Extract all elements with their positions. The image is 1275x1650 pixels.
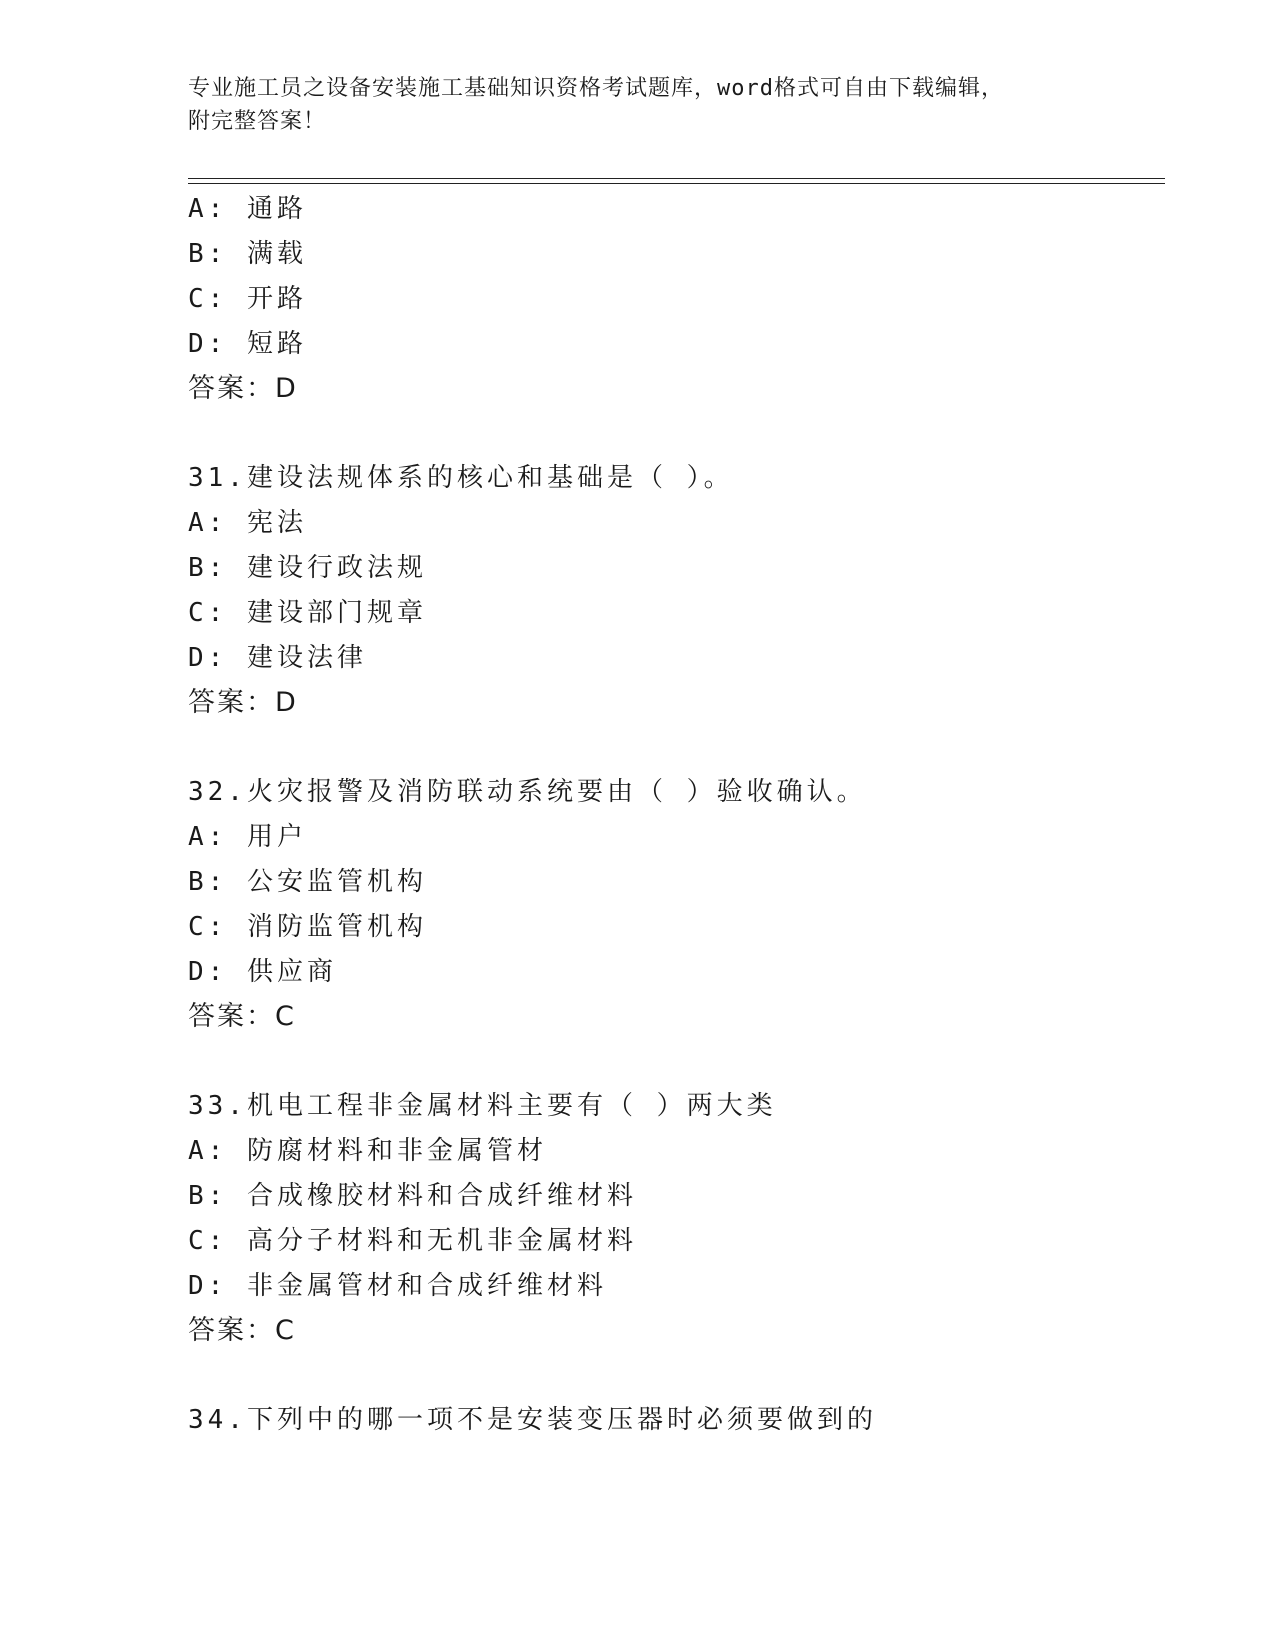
header-line-2: 附完整答案！	[188, 109, 327, 134]
option-c: C: 高分子材料和无机非金属材料	[188, 1226, 637, 1256]
header-divider-top	[188, 178, 1165, 179]
question-33: 33.机电工程非金属材料主要有（ ）两大类	[188, 1091, 777, 1121]
option-c: C: 建设部门规章	[188, 598, 427, 628]
answer-text: 答案：D	[188, 373, 298, 404]
question-34: 34.下列中的哪一项不是安装变压器时必须要做到的	[188, 1405, 877, 1435]
option-a: A: 用户	[188, 822, 307, 852]
header-line-1: 专业施工员之设备安装施工基础知识资格考试题库，word格式可自由下载编辑，	[188, 76, 1004, 101]
option-d: D: 短路	[188, 329, 307, 359]
answer-text: 答案：C	[188, 1001, 296, 1032]
option-d: D: 供应商	[188, 957, 337, 987]
answer-text: 答案：D	[188, 687, 298, 718]
option-b: B: 满载	[188, 239, 307, 269]
option-c: C: 消防监管机构	[188, 912, 427, 942]
option-b: B: 公安监管机构	[188, 867, 427, 897]
option-d: D: 建设法律	[188, 643, 367, 673]
option-a: A: 宪法	[188, 508, 307, 538]
header-divider-bottom	[188, 183, 1165, 184]
option-c: C: 开路	[188, 284, 307, 314]
option-a: A: 防腐材料和非金属管材	[188, 1136, 547, 1166]
question-32: 32.火灾报警及消防联动系统要由（ ）验收确认。	[188, 777, 867, 807]
option-d: D: 非金属管材和合成纤维材料	[188, 1271, 607, 1301]
option-b: B: 合成橡胶材料和合成纤维材料	[188, 1181, 637, 1211]
answer-text: 答案：C	[188, 1315, 296, 1346]
option-a: A: 通路	[188, 194, 307, 224]
option-b: B: 建设行政法规	[188, 553, 427, 583]
document-header	[188, 72, 1088, 138]
question-31: 31.建设法规体系的核心和基础是（ ）。	[188, 463, 734, 493]
